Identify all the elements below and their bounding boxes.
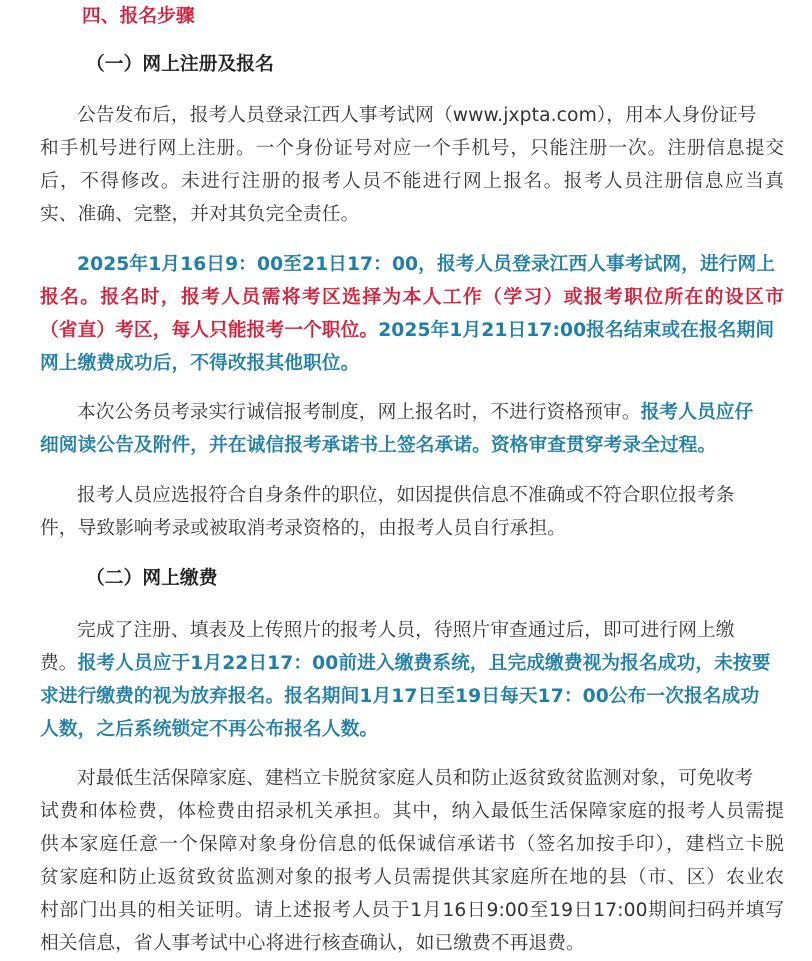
plain-text: 费。 (40, 653, 78, 674)
highlight-line: 报名。报名时，报考人员需将考区选择为本人工作（学习）或报考职位所在的设区市 (40, 287, 784, 308)
subsection-heading-2: （二）网上缴费 (86, 568, 218, 589)
paragraph-line: 公告发布后，报考人员登录江西人事考试网（www.jxpta.com），用本人身份证号 (77, 105, 757, 126)
paragraph-line: 和手机号进行网上注册。一个身份证号对应一个手机号，只能注册一次。注册信息提交 (40, 138, 784, 159)
highlight-line: 人数，之后系统锁定不再公布报名人数。 (40, 719, 379, 740)
subsection-heading-1: （一）网上注册及报名 (86, 54, 274, 75)
highlight-line: 细阅读公告及附件，并在诚信报考承诺书上签名承诺。资格审查贯穿考录全过程。 (40, 435, 717, 456)
paragraph-line: 报考人员应选报符合自身条件的职位，如因提供信息不准确或不符合职位报考条 (77, 485, 735, 506)
mixed-line (40, 647, 784, 681)
highlight-text: 报考人员应仔 (640, 402, 754, 423)
highlight-line: 网上缴费成功后，不得改报其他职位。 (40, 353, 360, 374)
section-heading: 四、报名步骤 (82, 6, 195, 27)
paragraph-line: 供本家庭任意一个保障对象身份信息的低保诚信承诺书（签名加按手印），建档立卡脱 (40, 834, 784, 855)
paragraph-line: 实、准确、完整，并对其负完全责任。 (40, 204, 360, 225)
mixed-line (40, 314, 784, 348)
paragraph-line: 对最低生活保障家庭、建档立卡脱贫家庭人员和防止返贫致贫监测对象，可免收考 (77, 768, 754, 789)
paragraph-line: 后，不得修改。未进行注册的报考人员不能进行网上报名。报考人员注册信息应当真 (40, 171, 784, 192)
paragraph-line: 相关信息，省人事考试中心将进行核查确认，如已缴费不再退费。 (40, 933, 585, 954)
paragraph-line: 完成了注册、填表及上传照片的报考人员，待照片审查通过后，即可进行网上缴 (77, 620, 735, 641)
highlight-text: （省直）考区，每人只能报考一个职位。 (40, 320, 379, 341)
highlight-text: 2025年1月21日17:00报名结束或在报名期间 (378, 320, 775, 341)
paragraph-line: 村部门出具的相关证明。请上述报考人员于1月16日9:00至19日17:00期间扫码并填写 (40, 900, 784, 921)
paragraph-line: 试费和体检费，体检费由招录机关承担。其中，纳入最低生活保障家庭的报考人员需提 (40, 801, 784, 822)
paragraph-line: 贫家庭和防止返贫致贫监测对象的报考人员需提供其家庭所在地的县（市、区）农业农 (40, 867, 784, 888)
plain-text: 本次公务员考录实行诚信报考制度，网上报名时，不进行资格预审。 (77, 402, 641, 423)
highlight-text: 报考人员应于1月22日17：00前进入缴费系统，且完成缴费视为报名成功，未按要 (77, 653, 771, 674)
paragraph-line: 件，导致影响考录或被取消考录资格的，由报考人员自行承担。 (40, 518, 567, 539)
mixed-line (77, 396, 812, 430)
highlight-line: 2025年1月16日9：00至21日17：00，报考人员登录江西人事考试网，进行网上 (77, 254, 776, 275)
highlight-line: 求进行缴费的视为放弃报名。报名期间1月17日至19日每天17：00公布一次报名成功 (40, 686, 760, 707)
